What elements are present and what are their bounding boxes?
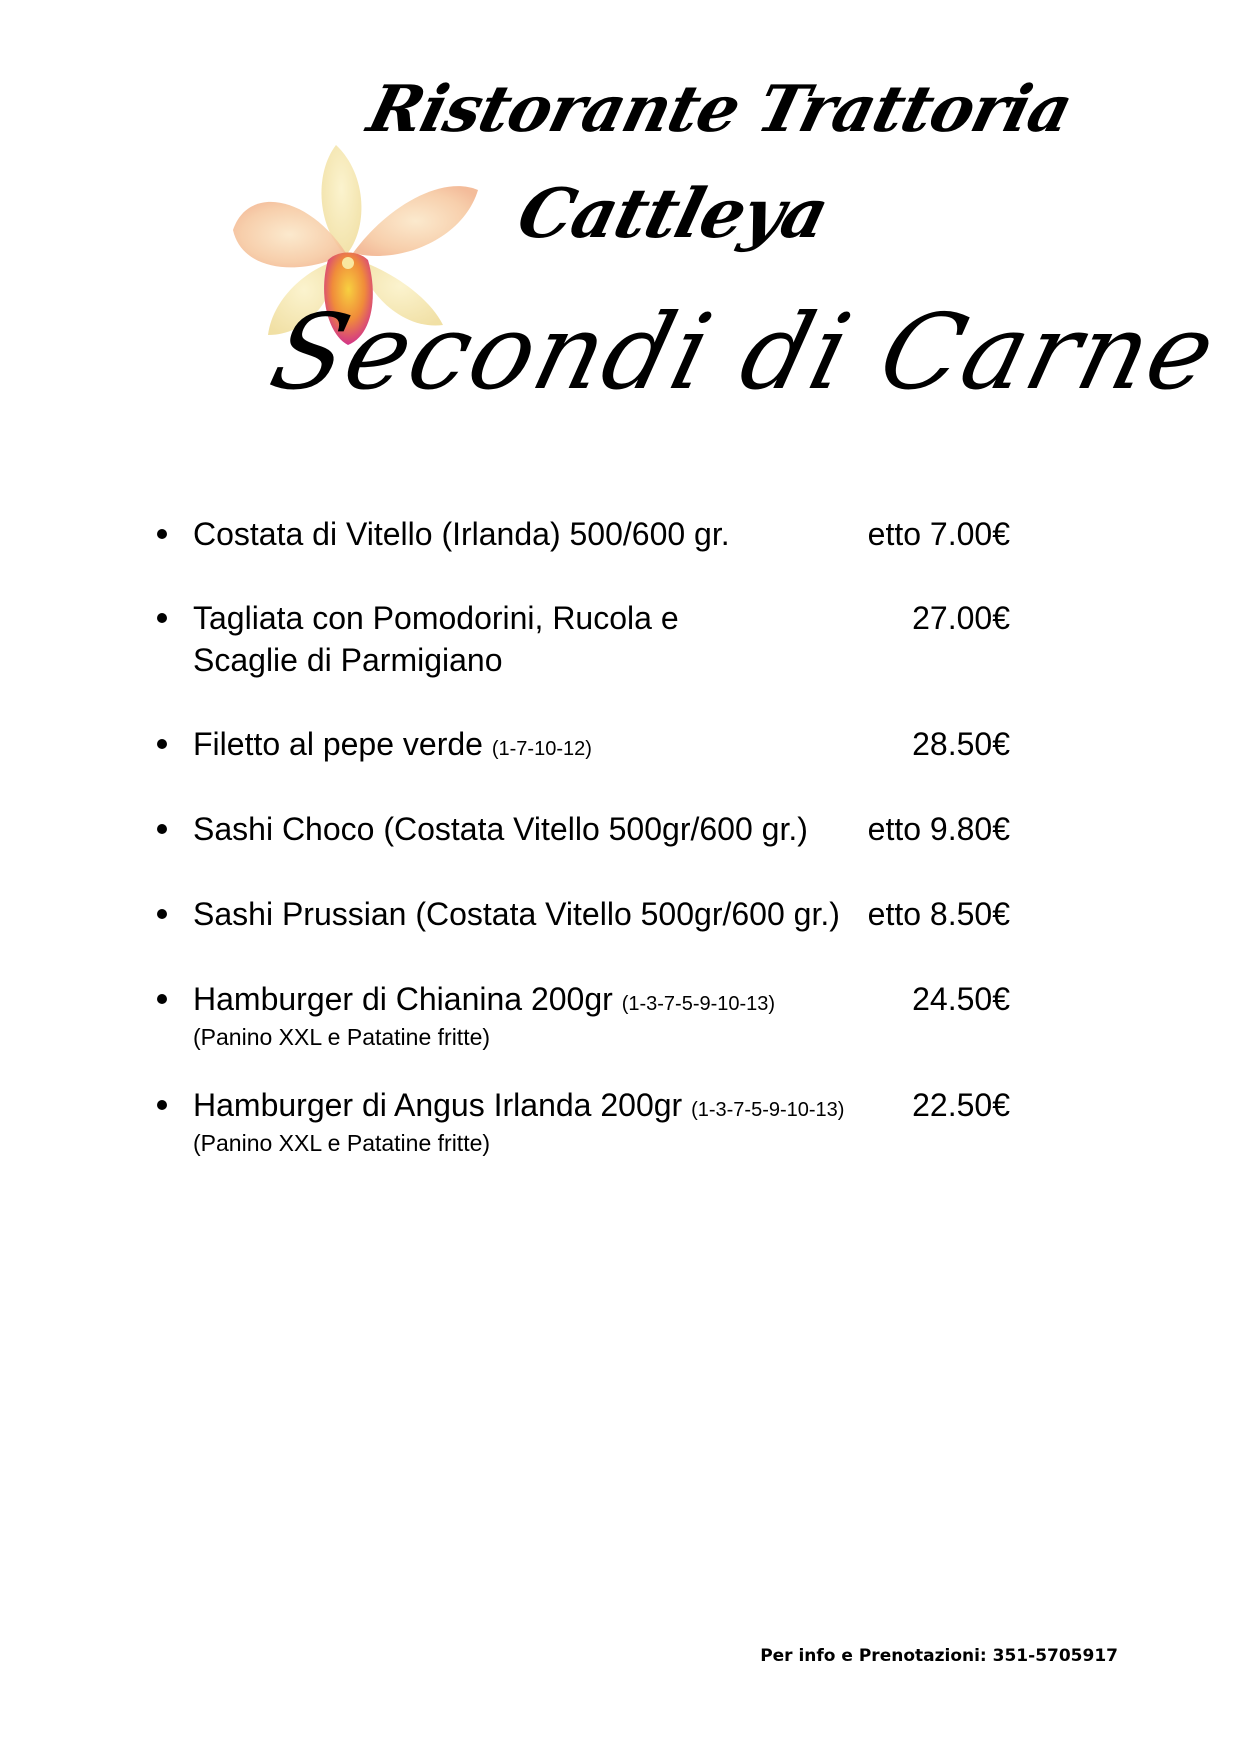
menu-item-name: Tagliata con Pomodorini, Rucola e [193,600,679,636]
menu-item-name: Sashi Prussian (Costata Vitello 500gr/600 gr.) [193,896,840,932]
menu-item-price: 28.50€ [912,726,1010,762]
menu-item-price: 22.50€ [912,1087,1010,1123]
bullet [157,613,167,623]
menu-item-name: Hamburger di Angus Irlanda 200gr (1-3-7-5-9-10-13) [193,1087,845,1123]
menu-item-name: Sashi Choco (Costata Vitello 500gr/600 gr.) [193,811,808,847]
bullet [157,994,167,1004]
restaurant-name-line1: Ristorante Trattoria [360,72,1080,147]
allergen-codes: (1-3-7-5-9-10-13) [621,993,776,1015]
menu-item-name-continued: Scaglie di Parmigiano [193,642,503,678]
restaurant-name-line2: Cattleya [510,174,836,254]
allergen-codes: (1-7-10-12) [491,738,592,760]
menu-item-price: 27.00€ [912,600,1010,636]
menu-item-price: etto 7.00€ [867,516,1010,552]
menu-item-name: Filetto al pepe verde (1-7-10-12) [193,726,592,762]
menu-item-price: etto 8.50€ [867,896,1010,932]
section-title: Secondi di Carne [259,291,1229,413]
contact-info: Per info e Prenotazioni: 351-5705917 [760,1646,1118,1666]
menu-item-name: Hamburger di Chianina 200gr (1-3-7-5-9-10-13) [193,981,776,1017]
bullet [157,824,167,834]
menu-item-note: (Panino XXL e Patatine fritte) [193,1024,491,1050]
bullet [157,739,167,749]
menu-item-price: 24.50€ [912,981,1010,1017]
bullet [157,909,167,919]
bullet [157,1100,167,1110]
menu-item-name: Costata di Vitello (Irlanda) 500/600 gr. [193,516,730,552]
bullet [157,529,167,539]
menu-item-price: etto 9.80€ [867,811,1010,847]
allergen-codes: (1-3-7-5-9-10-13) [691,1099,845,1121]
menu-item-note: (Panino XXL e Patatine fritte) [193,1130,491,1156]
